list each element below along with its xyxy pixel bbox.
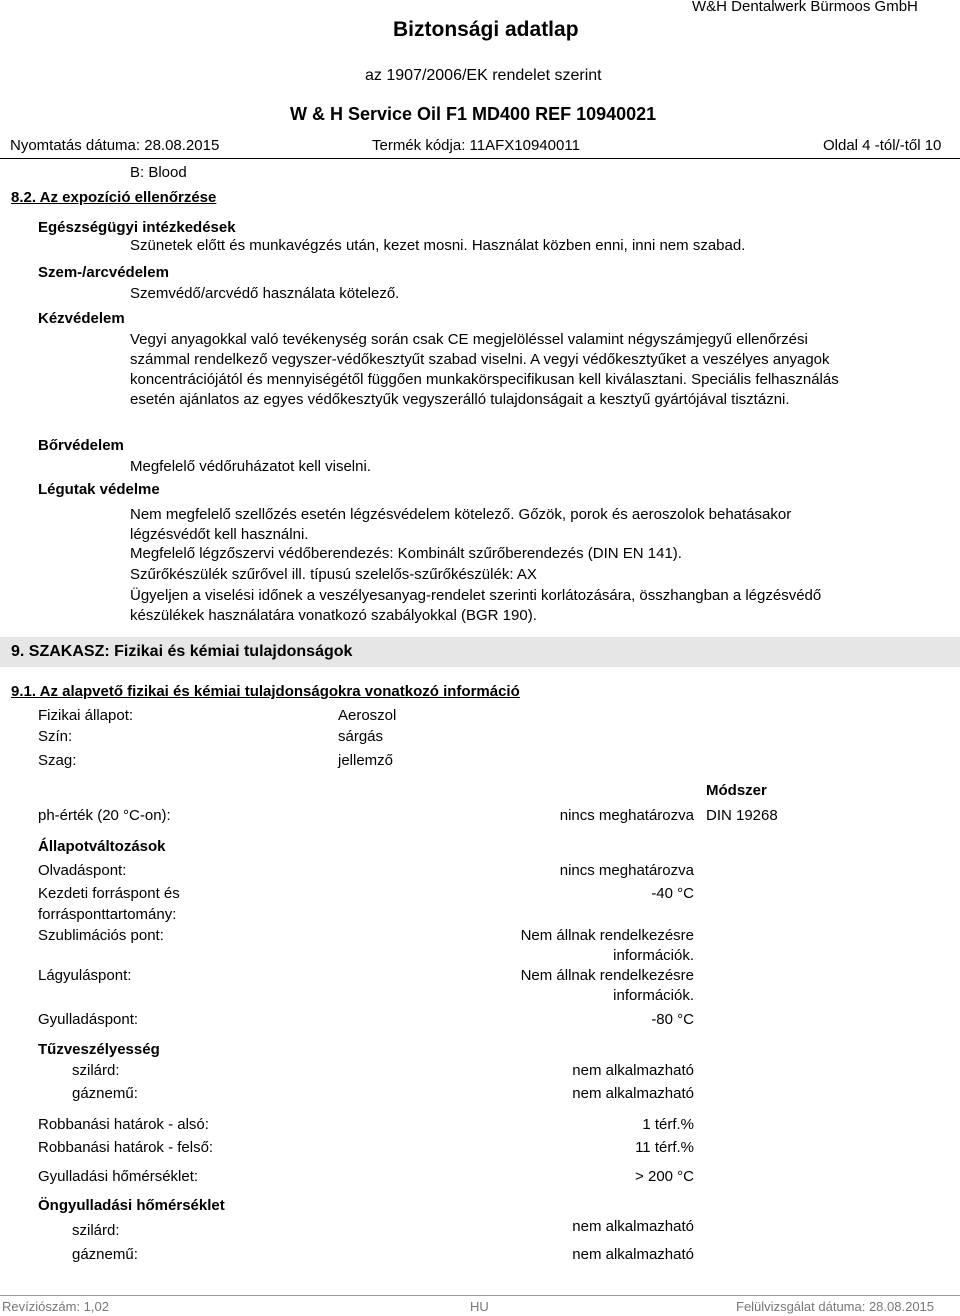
health-measures-text: Szünetek előtt és munkavégzés után, kezet mosni. Használat közben enni, inni nem szabad. — [130, 237, 746, 254]
print-date: Nyomtatás dátuma: 28.08.2015 — [10, 137, 220, 154]
self-ignition-gas-label: gáznemű: — [72, 1246, 138, 1263]
fire-hazard-gas-value: nem alkalmazható — [572, 1085, 694, 1102]
eye-protection-label: Szem-/arcvédelem — [38, 264, 169, 281]
color-label: Szín: — [38, 728, 73, 745]
respiratory-text-4: Ügyeljen a viselési időnek a veszélyesanyag-rendelet szerinti korlátozására, összhangban a légzésvédő készülékek használatára vonatkozó szabályokkal (BGR 190). — [130, 587, 822, 624]
ignition-temp-value: > 200 °C — [635, 1168, 694, 1185]
explosion-upper-value: 11 térf.% — [635, 1139, 694, 1156]
page-number: Oldal 4 -tól/-től 10 — [823, 137, 942, 154]
regulation-line: az 1907/2006/EK rendelet szerint — [365, 67, 602, 84]
boiling-label-2: forrásponttartomány: — [38, 906, 177, 923]
sublimation-label: Szublimációs pont: — [38, 927, 164, 944]
section-8-2-heading: 8.2. Az expozíció ellenőrzése — [11, 189, 217, 206]
color-value: sárgás — [338, 728, 384, 745]
respiratory-text-1: Nem megfelelő szellőzés esetén légzésvédelem kötelező. Gőzök, porok és aeroszolok behatásakor légzésvédőt kell használni. — [130, 506, 792, 543]
language-code: HU — [470, 1299, 489, 1314]
hand-protection-label: Kézvédelem — [38, 310, 125, 327]
fire-hazard-heading: Tűzveszélyesség — [38, 1041, 160, 1058]
state-changes-heading: Állapotváltozások — [38, 838, 166, 855]
fire-hazard-solid-value: nem alkalmazható — [572, 1062, 694, 1079]
fire-hazard-solid-label: szilárd: — [72, 1062, 120, 1079]
footer-rule — [0, 1295, 960, 1296]
product-code: Termék kódja: 11AFX10940011 — [372, 137, 580, 154]
odor-label: Szag: — [38, 752, 77, 769]
self-ignition-gas-value: nem alkalmazható — [572, 1246, 694, 1263]
melting-label: Olvadáspont: — [38, 862, 127, 879]
self-ignition-solid-value: nem alkalmazható — [572, 1218, 694, 1235]
skin-protection-text: Megfelelő védőruházatot kell viselni. — [130, 458, 371, 475]
melting-value: nincs meghatározva — [559, 862, 694, 879]
explosion-lower-value: 1 térf.% — [642, 1116, 694, 1133]
sublimation-value-2: információk. — [613, 947, 694, 964]
flash-point-label: Gyulladáspont: — [38, 1011, 139, 1028]
self-ignition-heading: Öngyulladási hőmérséklet — [38, 1197, 225, 1214]
section-9-1-heading: 9.1. Az alapvető fizikai és kémiai tulajdonságokra vonatkozó információ — [11, 683, 520, 700]
document-title: Biztonsági adatlap — [393, 18, 579, 41]
physical-state-label: Fizikai állapot: — [38, 707, 134, 724]
explosion-upper-label: Robbanási határok - felső: — [38, 1139, 214, 1156]
self-ignition-solid-label: szilárd: — [72, 1222, 120, 1239]
skin-protection-label: Bőrvédelem — [38, 437, 124, 454]
respiratory-protection-label: Légutak védelme — [38, 481, 160, 498]
header-rule — [0, 158, 960, 159]
respiratory-text-3: Szűrőkészülék szűrővel ill. típusú szelelős-szűrőkészülék: AX — [130, 566, 537, 583]
blood-fragment: B: Blood — [130, 164, 187, 181]
hand-protection-text: Vegyi anyagokkal való tevékenység során csak CE megjelöléssel valamint négyszámjegyű ellenőrzési számmal rendelkező vegyszer-védőkesztyűt szabad viselni. A vegyi védőkesztyűket a veszélyes anyagok koncentrációjától és mennyiségétől függően munkakörspecifikusan kell kiválasztani. Speciális felhasználás esetén ajánlatos az egyes védőkesztyűk vegyszerálló tulajdonságait a kesztyű gyártójával tisztázni. — [130, 331, 839, 408]
review-date: Felülvizsgálat dátuma: 28.08.2015 — [736, 1299, 935, 1314]
respiratory-text-2: Megfelelő légzőszervi védőberendezés: Kombinált szűrőberendezés (DIN EN 141). — [130, 545, 682, 562]
section-9-title: 9. SZAKASZ: Fizikai és kémiai tulajdonságok — [11, 643, 353, 660]
odor-value: jellemző — [338, 752, 394, 769]
explosion-lower-label: Robbanási határok - alsó: — [38, 1116, 209, 1133]
revision-number: Revíziószám: 1,02 — [2, 1299, 109, 1314]
product-name: W & H Service Oil F1 MD400 REF 10940021 — [290, 104, 657, 124]
sublimation-value-1: Nem állnak rendelkezésre — [520, 927, 694, 944]
boiling-label-1: Kezdeti forráspont és — [38, 885, 180, 902]
ph-label: ph-érték (20 °C-on): — [38, 807, 171, 824]
softening-value-2: információk. — [613, 987, 694, 1004]
ph-method: DIN 19268 — [706, 807, 778, 824]
health-measures-label: Egészségügyi intézkedések — [38, 219, 236, 236]
physical-state-value: Aeroszol — [338, 707, 397, 724]
ignition-temp-label: Gyulladási hőmérséklet: — [38, 1168, 199, 1185]
softening-value-1: Nem állnak rendelkezésre — [520, 967, 694, 984]
company-name: W&H Dentalwerk Bürmoos GmbH — [692, 0, 918, 15]
softening-label: Lágyuláspont: — [38, 967, 132, 984]
eye-protection-text: Szemvédő/arcvédő használata kötelező. — [130, 285, 400, 302]
ph-value: nincs meghatározva — [559, 807, 694, 824]
method-header: Módszer — [706, 782, 767, 799]
boiling-value: -40 °C — [651, 885, 694, 902]
flash-point-value: -80 °C — [651, 1011, 694, 1028]
fire-hazard-gas-label: gáznemű: — [72, 1085, 138, 1102]
